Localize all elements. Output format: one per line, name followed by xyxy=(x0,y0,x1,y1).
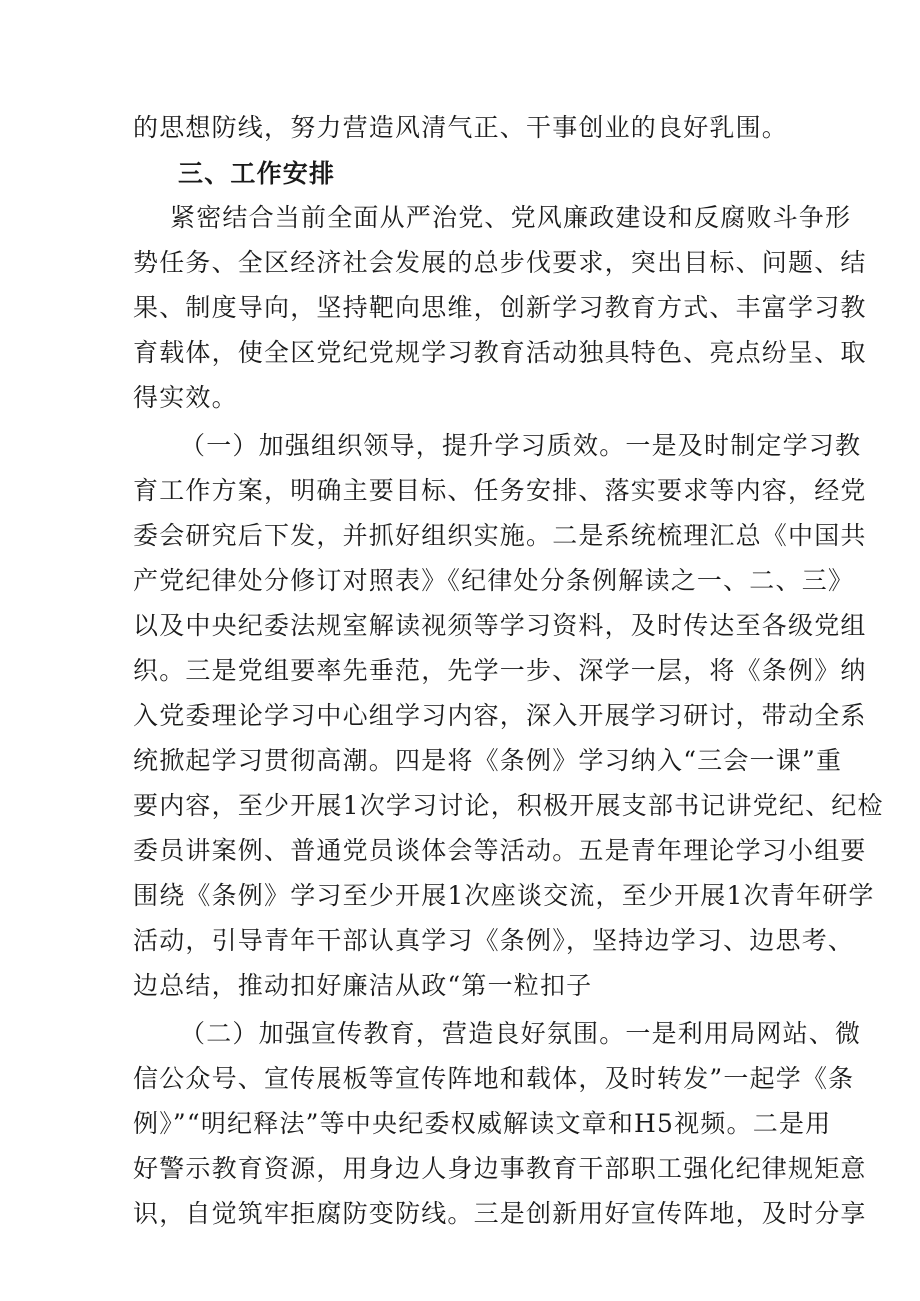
paragraph-line: 委会研究后下发，并抓好组织实施。二是系统梳理汇总《中国共 xyxy=(133,521,867,550)
paragraph-line: 以及中央纪委法规室解读视须等学习资料，及时传达至各级党组 xyxy=(133,611,867,640)
paragraph-line: （一）加强组织领导，提升学习质效。一是及时制定学习教 xyxy=(180,431,862,460)
paragraph-line: （二）加强宣传教育，营造良好氛围。一是利用局网站、微 xyxy=(180,1019,862,1048)
paragraph-line: 边总结，推动扣好廉洁从政“第一粒扣子 xyxy=(133,971,593,1000)
paragraph-line: 果、制度导向，坚持靶向思维，创新学习教育方式、丰富学习教 xyxy=(133,293,867,322)
paragraph-line: 活动，引导青年干部认真学习《条例》，坚持边学习、边思考、 xyxy=(133,926,855,955)
paragraph-line: 好警示教育资源，用身边人身边事教育干部职工强化纪律规矩意 xyxy=(133,1154,867,1183)
paragraph-line: 的思想防线，努力营造风清气正、干事创业的良好乳围。 xyxy=(133,113,789,142)
section-heading: 三、工作安排 xyxy=(178,159,336,188)
paragraph-line: 统掀起学习贯彻高潮。四是将《条例》学习纳入“三会一课”重 xyxy=(133,746,843,775)
paragraph-line: 产党纪律处分修订对照表》《纪律处分条例解读之一、二、三》 xyxy=(133,566,855,595)
paragraph-line: 势任务、全区经济社会发展的总步伐要求，突出目标、问题、结 xyxy=(133,248,867,277)
paragraph-line: 育工作方案，明确主要目标、任务安排、落实要求等内容，经党 xyxy=(133,476,867,505)
paragraph-line: 紧密结合当前全面从严治党、党风廉政建设和反腐败斗争形 xyxy=(170,203,852,232)
paragraph-line: 例》”“明纪释法”等中央纪委权威解读文章和H5视频。二是用 xyxy=(133,1109,832,1138)
paragraph-line: 委员讲案例、普通党员谈体会等活动。五是青年理论学习小组要 xyxy=(133,836,867,865)
paragraph-line: 育载体，使全区党纪党规学习教育活动独具特色、亮点纷呈、取 xyxy=(133,338,867,367)
paragraph-line: 围绕《条例》学习至少开展1次座谈交流，至少开展1次青年研学 xyxy=(133,881,875,910)
paragraph-line: 要内容，至少开展1次学习讨论，积极开展支部书记讲党纪、纪检 xyxy=(133,791,884,820)
paragraph-line: 信公众号、宣传展板等宣传阵地和载体，及时转发”一起学《条 xyxy=(133,1064,855,1093)
paragraph-line: 入党委理论学习中心组学习内容，深入开展学习研讨，带动全系 xyxy=(133,701,867,730)
paragraph-line: 织。三是党组要率先垂范，先学一步、深学一层，将《条例》纳 xyxy=(133,656,867,685)
paragraph-line: 得实效。 xyxy=(133,383,238,412)
paragraph-line: 识，自觉筑牢拒腐防变防线。三是创新用好宣传阵地，及时分享 xyxy=(133,1199,867,1228)
